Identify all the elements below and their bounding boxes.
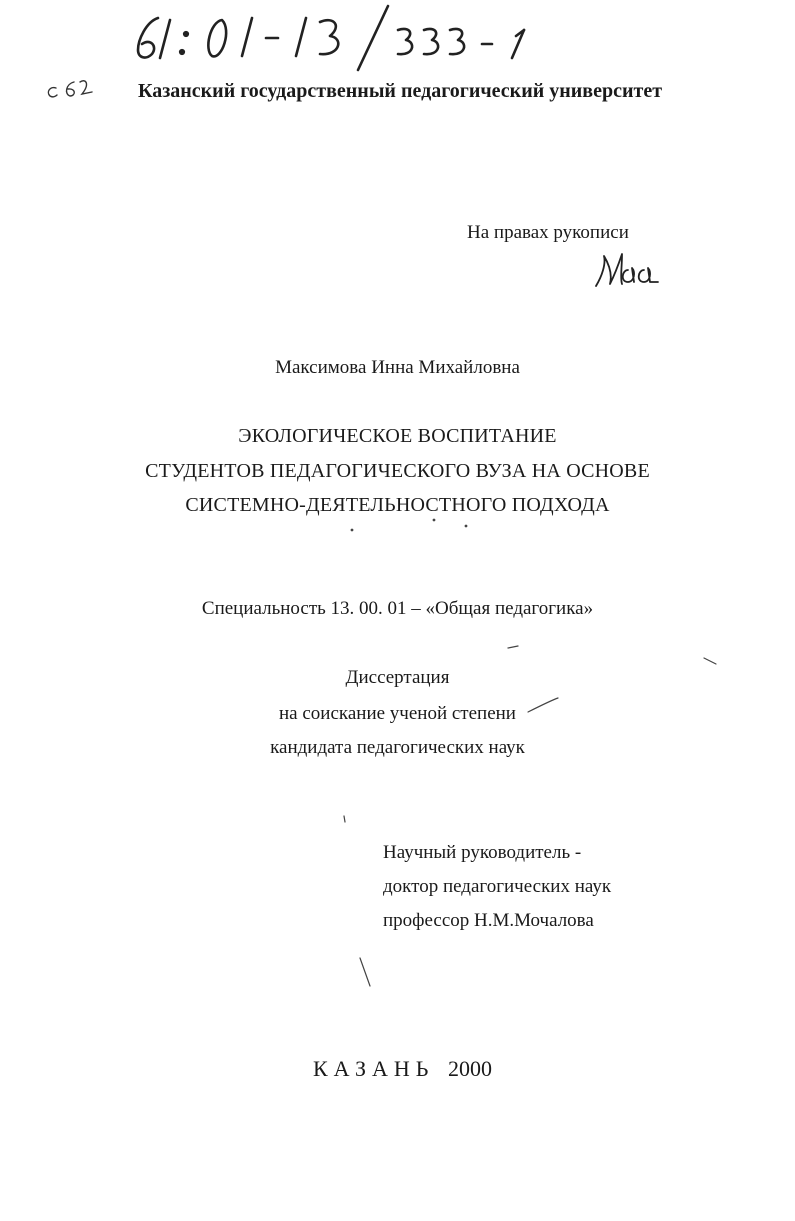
- dissertation-title-line-3: СИСТЕМНО-ДЕЯТЕЛЬНОСТНОГО ПОДХОДА: [185, 494, 610, 516]
- degree-name: кандидата педагогических наук: [270, 737, 525, 758]
- author-name: Максимова Инна Михайловна: [275, 357, 520, 378]
- signature: [596, 254, 658, 286]
- rights-note: На правах рукописи: [467, 222, 629, 243]
- handwritten-catalog-number: [138, 6, 524, 70]
- specialty: Специальность 13. 00. 01 – «Общая педагогика»: [201, 598, 594, 619]
- supervisor-name: профессор Н.М.Мочалова: [383, 910, 594, 931]
- year: 2000: [448, 1056, 492, 1081]
- dissertation-title-line-2: СТУДЕНТОВ ПЕДАГОГИЧЕСКОГО ВУЗА НА ОСНОВЕ: [145, 460, 650, 482]
- degree-purpose: на соискание ученой степени: [279, 703, 516, 724]
- dissertation-title-line-1: ЭКОЛОГИЧЕСКОЕ ВОСПИТАНИЕ: [238, 425, 557, 447]
- city: КАЗАНЬ: [313, 1056, 435, 1081]
- dissertation-label: Диссертация: [345, 667, 450, 688]
- supervisor-degree: доктор педагогических наук: [383, 876, 612, 897]
- supervisor-label: Научный руководитель -: [383, 842, 582, 863]
- university-name: Казанский государственный педагогический университет: [137, 80, 663, 102]
